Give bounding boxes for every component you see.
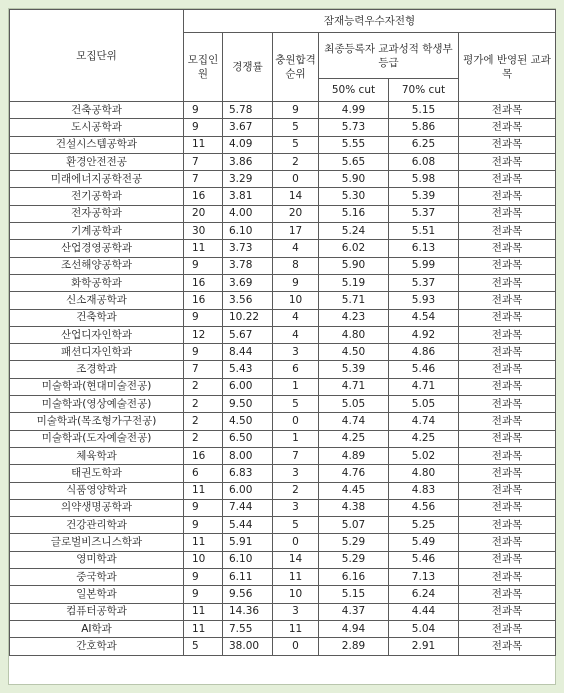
quota-cell: 9 xyxy=(184,102,223,119)
subjects-cell: 전과목 xyxy=(459,551,556,568)
rank-cell: 11 xyxy=(273,620,319,637)
dept-cell: 패션디자인학과 xyxy=(10,344,184,361)
cut70-cell: 5.02 xyxy=(389,447,459,464)
dept-cell: 미래에너지공학전공 xyxy=(10,171,184,188)
cut70-cell: 5.05 xyxy=(389,396,459,413)
competition-cell: 9.56 xyxy=(223,586,273,603)
quota-cell: 16 xyxy=(184,188,223,205)
dept-cell: 영미학과 xyxy=(10,551,184,568)
rank-cell: 2 xyxy=(273,153,319,170)
dept-cell: 전기공학과 xyxy=(10,188,184,205)
cut50-cell: 5.39 xyxy=(319,361,389,378)
rank-cell: 3 xyxy=(273,603,319,620)
competition-cell: 7.44 xyxy=(223,499,273,516)
dept-cell: 기계공학과 xyxy=(10,223,184,240)
cut70-cell: 4.54 xyxy=(389,309,459,326)
subjects-cell: 전과목 xyxy=(459,482,556,499)
cut50-cell: 4.50 xyxy=(319,344,389,361)
quota-cell: 11 xyxy=(184,603,223,620)
cut70-cell: 5.25 xyxy=(389,517,459,534)
table-row xyxy=(10,257,556,274)
subjects-cell: 전과목 xyxy=(459,499,556,516)
cut70-cell: 5.04 xyxy=(389,620,459,637)
quota-cell: 9 xyxy=(184,586,223,603)
quota-cell: 11 xyxy=(184,240,223,257)
dept-cell: 미술학과(목조형가구전공) xyxy=(10,413,184,430)
rank-cell: 20 xyxy=(273,205,319,222)
subjects-cell: 전과목 xyxy=(459,396,556,413)
quota-cell: 9 xyxy=(184,499,223,516)
cut70-cell: 4.86 xyxy=(389,344,459,361)
cut70-cell: 5.51 xyxy=(389,223,459,240)
quota-cell: 9 xyxy=(184,119,223,136)
cut50-cell: 4.38 xyxy=(319,499,389,516)
rank-cell: 9 xyxy=(273,274,319,291)
cut50-cell: 4.23 xyxy=(319,309,389,326)
cut50-cell: 5.07 xyxy=(319,517,389,534)
competition-cell: 3.78 xyxy=(223,257,273,274)
cut70-cell: 5.46 xyxy=(389,551,459,568)
dept-cell: 건설시스템공학과 xyxy=(10,136,184,153)
dept-cell: 조선해양공학과 xyxy=(10,257,184,274)
cut50-cell: 5.90 xyxy=(319,171,389,188)
table-body xyxy=(10,102,556,656)
cut50-cell: 4.76 xyxy=(319,465,389,482)
header-unit: 모집단위 xyxy=(10,10,184,102)
competition-cell: 3.56 xyxy=(223,292,273,309)
cut50-cell: 5.24 xyxy=(319,223,389,240)
table-row xyxy=(10,274,556,291)
table-row xyxy=(10,396,556,413)
subjects-cell: 전과목 xyxy=(459,223,556,240)
table-row xyxy=(10,223,556,240)
table-row xyxy=(10,292,556,309)
header-cut50: 50% cut xyxy=(319,79,389,102)
competition-cell: 3.69 xyxy=(223,274,273,291)
cut50-cell: 5.29 xyxy=(319,551,389,568)
cut70-cell: 4.71 xyxy=(389,378,459,395)
cut50-cell: 5.90 xyxy=(319,257,389,274)
competition-cell: 6.83 xyxy=(223,465,273,482)
cut50-cell: 4.89 xyxy=(319,447,389,464)
table-row xyxy=(10,413,556,430)
table-row xyxy=(10,153,556,170)
dept-cell: 환경안전전공 xyxy=(10,153,184,170)
rank-cell: 10 xyxy=(273,292,319,309)
rank-cell: 3 xyxy=(273,499,319,516)
table-row xyxy=(10,171,556,188)
competition-cell: 6.11 xyxy=(223,569,273,586)
dept-cell: 중국학과 xyxy=(10,569,184,586)
quota-cell: 20 xyxy=(184,205,223,222)
rank-cell: 8 xyxy=(273,257,319,274)
dept-cell: 건축학과 xyxy=(10,309,184,326)
rank-cell: 0 xyxy=(273,413,319,430)
dept-cell: 도시공학과 xyxy=(10,119,184,136)
competition-cell: 5.91 xyxy=(223,534,273,551)
table-row xyxy=(10,326,556,343)
quota-cell: 7 xyxy=(184,171,223,188)
subjects-cell: 전과목 xyxy=(459,620,556,637)
subjects-cell: 전과목 xyxy=(459,378,556,395)
dept-cell: 건축공학과 xyxy=(10,102,184,119)
cut70-cell: 5.39 xyxy=(389,188,459,205)
cut50-cell: 5.55 xyxy=(319,136,389,153)
table-row xyxy=(10,465,556,482)
competition-cell: 6.10 xyxy=(223,223,273,240)
competition-cell: 5.67 xyxy=(223,326,273,343)
cut50-cell: 5.29 xyxy=(319,534,389,551)
dept-cell: 전자공학과 xyxy=(10,205,184,222)
quota-cell: 2 xyxy=(184,396,223,413)
subjects-cell: 전과목 xyxy=(459,344,556,361)
cut70-cell: 5.37 xyxy=(389,205,459,222)
dept-cell: 신소재공학과 xyxy=(10,292,184,309)
quota-cell: 11 xyxy=(184,136,223,153)
table-row xyxy=(10,551,556,568)
cut70-cell: 5.49 xyxy=(389,534,459,551)
header-competition: 경쟁률 xyxy=(223,33,273,102)
header-grade: 최종등록자 교과성적 학생부 등급 xyxy=(319,33,459,79)
cut50-cell: 5.16 xyxy=(319,205,389,222)
cut70-cell: 6.13 xyxy=(389,240,459,257)
dept-cell: AI학과 xyxy=(10,620,184,637)
cut70-cell: 5.15 xyxy=(389,102,459,119)
rank-cell: 3 xyxy=(273,344,319,361)
subjects-cell: 전과목 xyxy=(459,188,556,205)
quota-cell: 5 xyxy=(184,638,223,655)
quota-cell: 9 xyxy=(184,309,223,326)
table-row xyxy=(10,586,556,603)
cut70-cell: 5.99 xyxy=(389,257,459,274)
competition-cell: 6.00 xyxy=(223,378,273,395)
rank-cell: 1 xyxy=(273,430,319,447)
subjects-cell: 전과목 xyxy=(459,361,556,378)
quota-cell: 9 xyxy=(184,517,223,534)
competition-cell: 3.29 xyxy=(223,171,273,188)
table-row xyxy=(10,119,556,136)
competition-cell: 4.09 xyxy=(223,136,273,153)
rank-cell: 14 xyxy=(273,188,319,205)
competition-cell: 5.43 xyxy=(223,361,273,378)
cut50-cell: 5.71 xyxy=(319,292,389,309)
table-row xyxy=(10,534,556,551)
quota-cell: 11 xyxy=(184,534,223,551)
subjects-cell: 전과목 xyxy=(459,257,556,274)
dept-cell: 글로벌비즈니스학과 xyxy=(10,534,184,551)
competition-cell: 8.00 xyxy=(223,447,273,464)
cut70-cell: 4.80 xyxy=(389,465,459,482)
table-row xyxy=(10,136,556,153)
quota-cell: 6 xyxy=(184,465,223,482)
cut70-cell: 4.44 xyxy=(389,603,459,620)
header-cut70: 70% cut xyxy=(389,79,459,102)
quota-cell: 30 xyxy=(184,223,223,240)
cut50-cell: 5.30 xyxy=(319,188,389,205)
table-row xyxy=(10,499,556,516)
rank-cell: 4 xyxy=(273,326,319,343)
subjects-cell: 전과목 xyxy=(459,465,556,482)
table-row xyxy=(10,102,556,119)
competition-cell: 5.44 xyxy=(223,517,273,534)
rank-cell: 4 xyxy=(273,309,319,326)
table-row xyxy=(10,361,556,378)
cut50-cell: 6.02 xyxy=(319,240,389,257)
cut50-cell: 4.25 xyxy=(319,430,389,447)
rank-cell: 14 xyxy=(273,551,319,568)
subjects-cell: 전과목 xyxy=(459,309,556,326)
competition-cell: 4.00 xyxy=(223,205,273,222)
table-row xyxy=(10,482,556,499)
rank-cell: 0 xyxy=(273,534,319,551)
subjects-cell: 전과목 xyxy=(459,603,556,620)
competition-cell: 5.78 xyxy=(223,102,273,119)
subjects-cell: 전과목 xyxy=(459,205,556,222)
rank-cell: 17 xyxy=(273,223,319,240)
cut50-cell: 4.94 xyxy=(319,620,389,637)
subjects-cell: 전과목 xyxy=(459,171,556,188)
subjects-cell: 전과목 xyxy=(459,119,556,136)
competition-cell: 6.00 xyxy=(223,482,273,499)
dept-cell: 태권도학과 xyxy=(10,465,184,482)
header-subjects: 평가에 반영된 교과목 xyxy=(459,33,556,102)
quota-cell: 16 xyxy=(184,447,223,464)
competition-cell: 3.73 xyxy=(223,240,273,257)
cut70-cell: 7.13 xyxy=(389,569,459,586)
table-row xyxy=(10,517,556,534)
quota-cell: 12 xyxy=(184,326,223,343)
quota-cell: 2 xyxy=(184,430,223,447)
cut50-cell: 5.15 xyxy=(319,586,389,603)
cut50-cell: 6.16 xyxy=(319,569,389,586)
header-track: 잠재능력우수자전형 xyxy=(184,10,556,33)
rank-cell: 11 xyxy=(273,569,319,586)
table-row xyxy=(10,309,556,326)
admissions-table-panel xyxy=(8,8,556,685)
dept-cell: 산업디자인학과 xyxy=(10,326,184,343)
table-row xyxy=(10,344,556,361)
table-row xyxy=(10,430,556,447)
subjects-cell: 전과목 xyxy=(459,534,556,551)
subjects-cell: 전과목 xyxy=(459,292,556,309)
cut70-cell: 6.25 xyxy=(389,136,459,153)
cut70-cell: 5.37 xyxy=(389,274,459,291)
cut70-cell: 5.46 xyxy=(389,361,459,378)
cut50-cell: 2.89 xyxy=(319,638,389,655)
rank-cell: 1 xyxy=(273,378,319,395)
rank-cell: 6 xyxy=(273,361,319,378)
dept-cell: 건강관리학과 xyxy=(10,517,184,534)
rank-cell: 5 xyxy=(273,136,319,153)
rank-cell: 5 xyxy=(273,517,319,534)
table-row xyxy=(10,240,556,257)
quota-cell: 7 xyxy=(184,153,223,170)
competition-cell: 14.36 xyxy=(223,603,273,620)
dept-cell: 산업경영공학과 xyxy=(10,240,184,257)
table-row xyxy=(10,205,556,222)
rank-cell: 2 xyxy=(273,482,319,499)
rank-cell: 9 xyxy=(273,102,319,119)
table-row xyxy=(10,188,556,205)
cut70-cell: 5.93 xyxy=(389,292,459,309)
rank-cell: 3 xyxy=(273,465,319,482)
cut50-cell: 4.99 xyxy=(319,102,389,119)
subjects-cell: 전과목 xyxy=(459,240,556,257)
quota-cell: 9 xyxy=(184,344,223,361)
dept-cell: 컴퓨터공학과 xyxy=(10,603,184,620)
cut50-cell: 5.65 xyxy=(319,153,389,170)
subjects-cell: 전과목 xyxy=(459,517,556,534)
rank-cell: 4 xyxy=(273,240,319,257)
dept-cell: 식품영양학과 xyxy=(10,482,184,499)
cut70-cell: 6.08 xyxy=(389,153,459,170)
dept-cell: 일본학과 xyxy=(10,586,184,603)
cut50-cell: 4.74 xyxy=(319,413,389,430)
cut70-cell: 5.98 xyxy=(389,171,459,188)
cut70-cell: 5.86 xyxy=(389,119,459,136)
cut50-cell: 4.45 xyxy=(319,482,389,499)
quota-cell: 10 xyxy=(184,551,223,568)
competition-cell: 6.10 xyxy=(223,551,273,568)
quota-cell: 7 xyxy=(184,361,223,378)
rank-cell: 5 xyxy=(273,396,319,413)
cut50-cell: 5.05 xyxy=(319,396,389,413)
subjects-cell: 전과목 xyxy=(459,569,556,586)
table-row xyxy=(10,638,556,655)
rank-cell: 10 xyxy=(273,586,319,603)
competition-cell: 4.50 xyxy=(223,413,273,430)
subjects-cell: 전과목 xyxy=(459,430,556,447)
competition-cell: 3.86 xyxy=(223,153,273,170)
cut70-cell: 4.92 xyxy=(389,326,459,343)
competition-cell: 38.00 xyxy=(223,638,273,655)
cut50-cell: 4.37 xyxy=(319,603,389,620)
dept-cell: 조경학과 xyxy=(10,361,184,378)
header-rank: 충원합격순위 xyxy=(273,33,319,102)
quota-cell: 11 xyxy=(184,482,223,499)
dept-cell: 체육학과 xyxy=(10,447,184,464)
cut70-cell: 4.25 xyxy=(389,430,459,447)
rank-cell: 5 xyxy=(273,119,319,136)
quota-cell: 9 xyxy=(184,257,223,274)
dept-cell: 간호학과 xyxy=(10,638,184,655)
subjects-cell: 전과목 xyxy=(459,413,556,430)
competition-cell: 3.81 xyxy=(223,188,273,205)
competition-cell: 9.50 xyxy=(223,396,273,413)
cut50-cell: 4.80 xyxy=(319,326,389,343)
cut70-cell: 4.56 xyxy=(389,499,459,516)
competition-cell: 6.50 xyxy=(223,430,273,447)
cut50-cell: 4.71 xyxy=(319,378,389,395)
subjects-cell: 전과목 xyxy=(459,586,556,603)
subjects-cell: 전과목 xyxy=(459,153,556,170)
quota-cell: 16 xyxy=(184,292,223,309)
subjects-cell: 전과목 xyxy=(459,638,556,655)
subjects-cell: 전과목 xyxy=(459,326,556,343)
table-row xyxy=(10,569,556,586)
header-quota: 모집인원 xyxy=(184,33,223,102)
table-row xyxy=(10,378,556,395)
subjects-cell: 전과목 xyxy=(459,136,556,153)
dept-cell: 의약생명공학과 xyxy=(10,499,184,516)
dept-cell: 미술학과(영상예술전공) xyxy=(10,396,184,413)
rank-cell: 7 xyxy=(273,447,319,464)
table-row xyxy=(10,603,556,620)
cut50-cell: 5.73 xyxy=(319,119,389,136)
subjects-cell: 전과목 xyxy=(459,447,556,464)
admissions-table xyxy=(9,9,556,656)
cut70-cell: 4.74 xyxy=(389,413,459,430)
table-row xyxy=(10,620,556,637)
table-row xyxy=(10,447,556,464)
cut70-cell: 6.24 xyxy=(389,586,459,603)
dept-cell: 미술학과(도자예술전공) xyxy=(10,430,184,447)
competition-cell: 10.22 xyxy=(223,309,273,326)
quota-cell: 16 xyxy=(184,274,223,291)
quota-cell: 2 xyxy=(184,378,223,395)
quota-cell: 2 xyxy=(184,413,223,430)
competition-cell: 8.44 xyxy=(223,344,273,361)
cut50-cell: 5.19 xyxy=(319,274,389,291)
rank-cell: 0 xyxy=(273,638,319,655)
quota-cell: 9 xyxy=(184,569,223,586)
competition-cell: 3.67 xyxy=(223,119,273,136)
subjects-cell: 전과목 xyxy=(459,102,556,119)
competition-cell: 7.55 xyxy=(223,620,273,637)
cut70-cell: 4.83 xyxy=(389,482,459,499)
subjects-cell: 전과목 xyxy=(459,274,556,291)
cut70-cell: 2.91 xyxy=(389,638,459,655)
dept-cell: 화학공학과 xyxy=(10,274,184,291)
quota-cell: 11 xyxy=(184,620,223,637)
table-header xyxy=(10,10,556,102)
rank-cell: 0 xyxy=(273,171,319,188)
dept-cell: 미술학과(현대미술전공) xyxy=(10,378,184,395)
